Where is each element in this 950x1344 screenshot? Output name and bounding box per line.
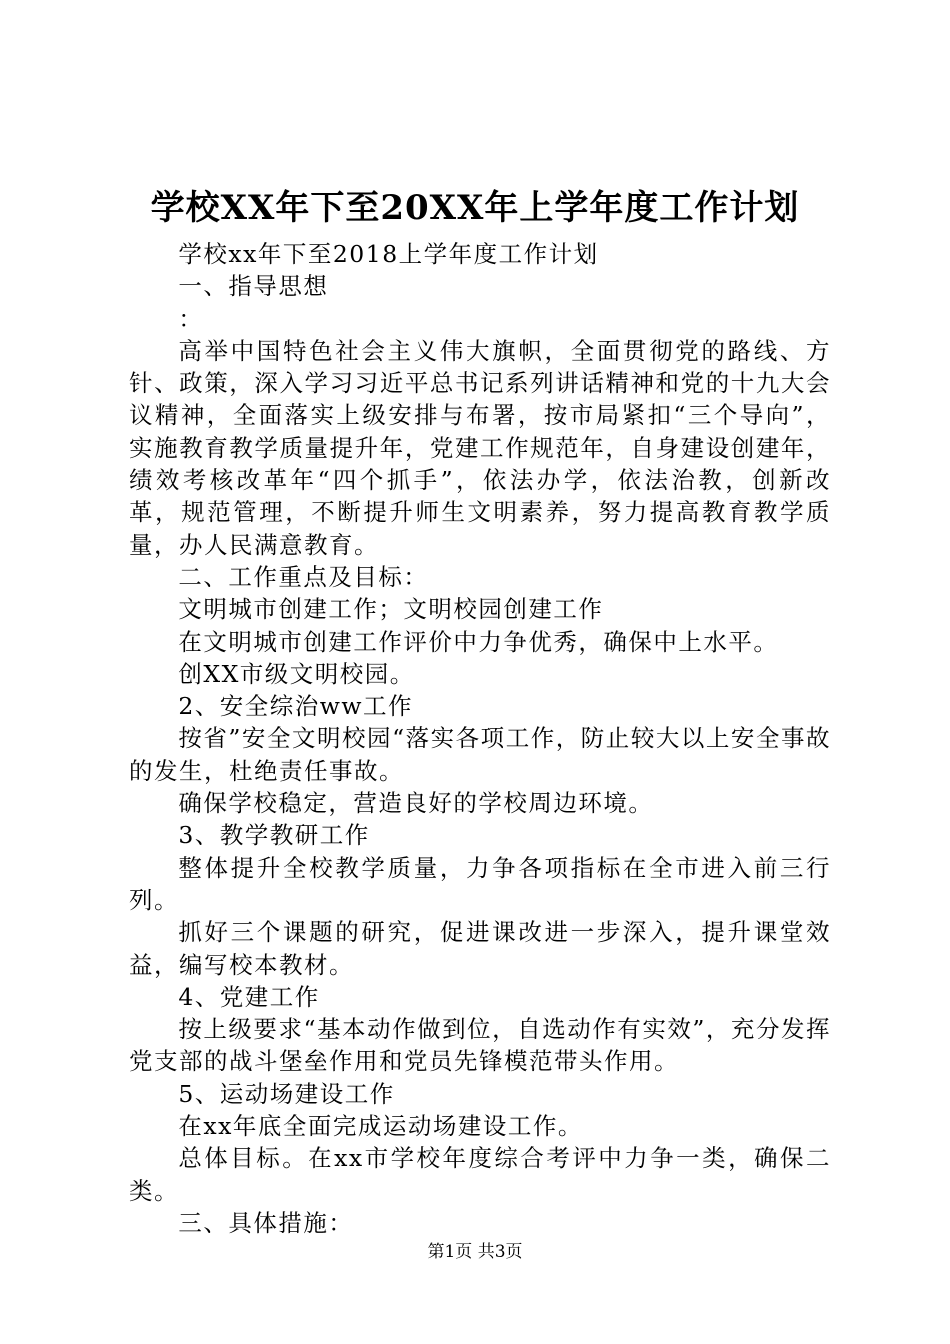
subsection-heading: 2、安全综治ww工作 [178, 692, 414, 721]
body-paragraph: 按上级要求“基本动作做到位，自选动作有实效”，充分发挥党支部的战斗堡垒作用和党员先锋模范带头作用。 [129, 1015, 831, 1076]
section-heading: 一、指导思想 [178, 272, 329, 301]
section-heading: 二、工作重点及目标： [178, 562, 429, 591]
body-paragraph: 在文明城市创建工作评价中力争优秀，确保中上水平。 [178, 627, 779, 656]
subsection-heading: 4、党建工作 [178, 982, 320, 1011]
body-paragraph: 按省”安全文明校园“落实各项工作，防止较大以上安全事故的发生，杜绝责任事故。 [129, 724, 831, 785]
body-paragraph: ： [178, 304, 204, 333]
document-body [129, 238, 831, 1239]
body-paragraph: 抓好三个课题的研究，促进课改进一步深入，提升课堂效益，编写校本教材。 [129, 918, 831, 979]
body-paragraph: 文明城市创建工作；文明校园创建工作 [178, 595, 604, 624]
body-paragraph: 学校xx年下至2018上学年度工作计划 [178, 240, 599, 268]
section-heading: 三、具体措施： [178, 1208, 354, 1237]
body-paragraph: 总体目标。在xx市学校年度综合考评中力争一类，确保二类。 [129, 1144, 831, 1205]
document-title: 学校XX年下至20XX年上学年度工作计划 [150, 188, 800, 228]
subsection-heading: 3、教学教研工作 [178, 821, 370, 850]
subsection-heading: 5、运动场建设工作 [178, 1079, 395, 1108]
body-paragraph: 在xx年底全面完成运动场建设工作。 [178, 1112, 583, 1141]
page-footer: 第1页 共3页 [427, 1242, 523, 1262]
body-paragraph: 创XX市级文明校园。 [178, 659, 415, 688]
body-paragraph: 确保学校稳定，营造良好的学校周边环境。 [178, 789, 654, 818]
body-paragraph: 整体提升全校教学质量，力争各项指标在全市进入前三行列。 [129, 853, 831, 914]
body-paragraph: 高举中国特色社会主义伟大旗帜，全面贯彻党的路线、方针、政策，深入学习习近平总书记系列讲话精神和党的十九大会议精神，全面落实上级安排与布署，按市局紧扣“三个导向”，实施教育教学质量提升年，党建工作规范年，自身建设创建年，绩效考核改革年“四个抓手”，依法办学，依法治教，创新改革，规范管理，不断提升师生文明素养，努力提高教育教学质量，办人民满意教育。 [129, 336, 831, 559]
